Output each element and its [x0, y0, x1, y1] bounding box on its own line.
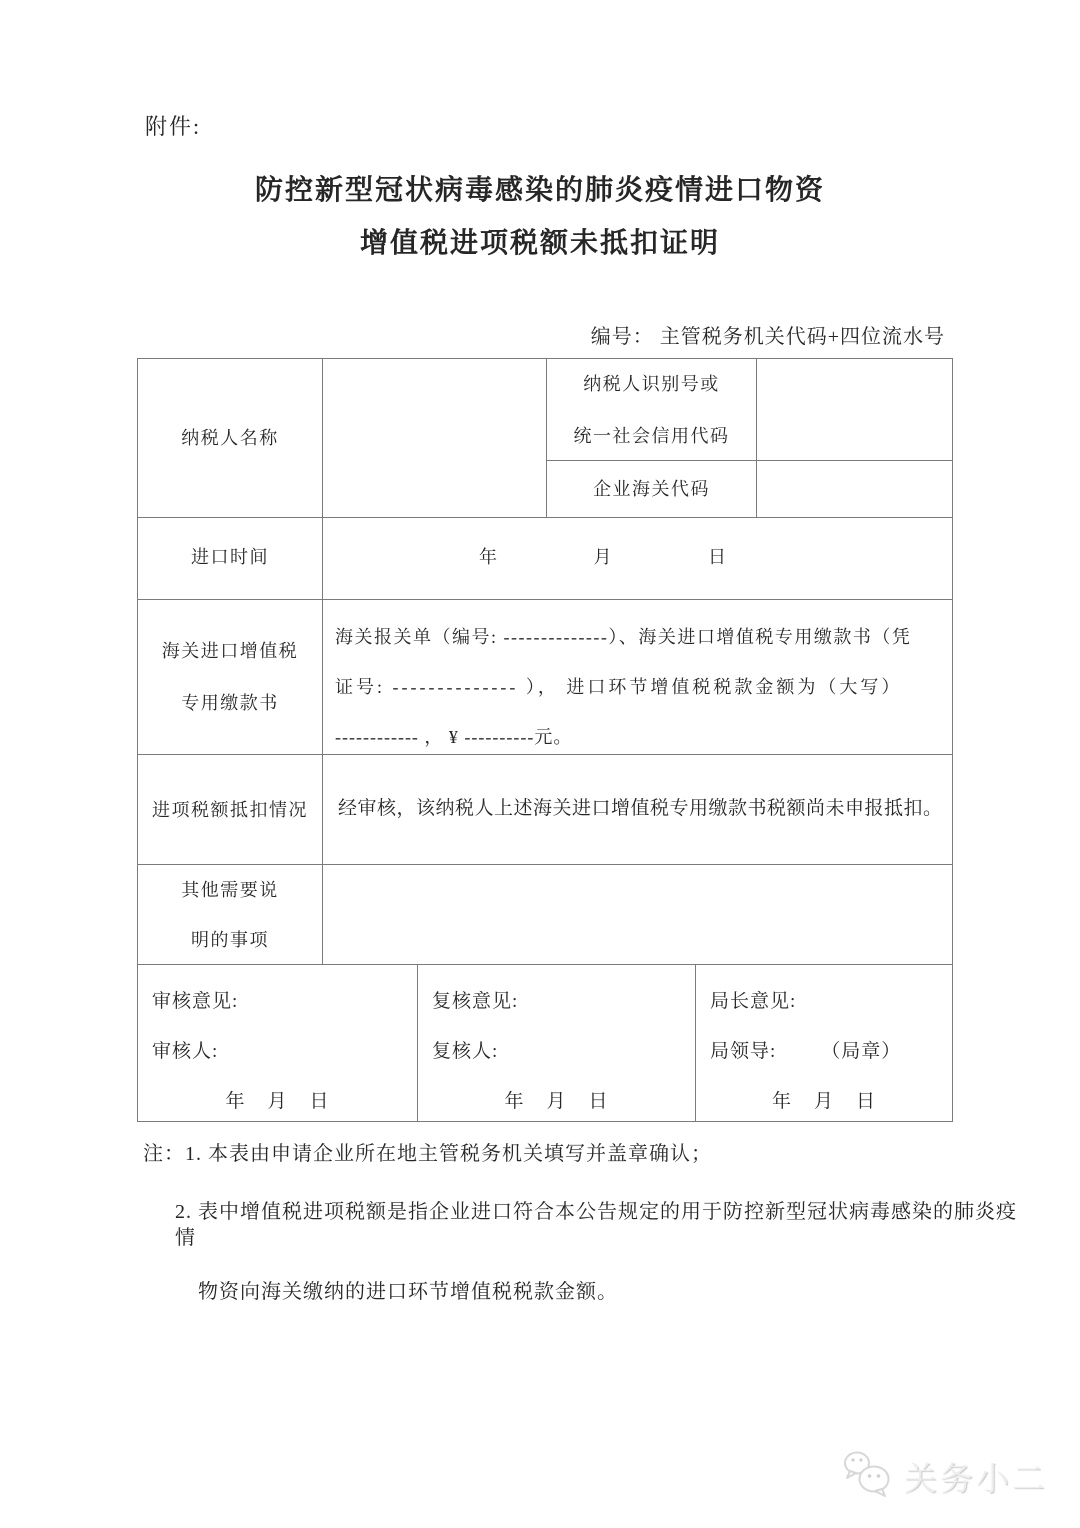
- form-title-line1: 防控新型冠状病毒感染的肺炎疫情进口物资: [254, 175, 825, 206]
- audit-date-line: 年 月 日: [225, 1091, 330, 1112]
- bureau-leader-line: [710, 1027, 952, 1077]
- note-line-3: 物资向海关缴纳的进口环节增值税税款金额。: [198, 1281, 618, 1303]
- attachment-label: 附件:: [145, 114, 202, 139]
- recheck-opinion-label: 复核意见:: [432, 991, 519, 1012]
- other-matters-value-cell: [323, 865, 952, 964]
- director-date-line: 年 月 日: [771, 1091, 877, 1112]
- other-matters-label: 其他需要说 明的事项: [138, 865, 323, 964]
- note-line-1: 注：1. 本表由申请企业所在地主管税务机关填写并盖章确认；: [143, 1143, 712, 1165]
- month-label: 月: [593, 547, 612, 567]
- recheck-date-line: 年 月 日: [504, 1091, 609, 1112]
- audit-opinion-label: 审核意见:: [152, 991, 239, 1012]
- taxpayer-name-value-cell: [323, 359, 547, 517]
- recheck-opinion-cell: [418, 965, 696, 1121]
- table-row-import-time: [138, 518, 952, 600]
- payment-doc-label: 海关进口增值税 专用缴款书: [138, 600, 323, 754]
- audit-opinion-cell: [138, 965, 418, 1121]
- day-label: 日: [708, 547, 726, 567]
- payment-doc-line1: 海关报关单（编号: --------------）、海关进口增值税专用缴款书（凭: [335, 627, 912, 647]
- auditor-label: 审核人:: [152, 1041, 219, 1062]
- rechecker-label: 复核人:: [432, 1041, 499, 1062]
- payment-doc-line3: ------------ ， ¥ ----------元。: [335, 727, 573, 747]
- form-title-line2: 增值税进项税额未抵扣证明: [359, 228, 720, 259]
- deduction-status-label: 进项税额抵扣情况: [138, 755, 323, 864]
- table-row-taxpayer: [138, 359, 952, 518]
- wechat-logo-icon: [842, 1449, 894, 1504]
- payment-doc-line2: 证号: -------------- ）， 进口环节增值税税款金额为（大写）: [335, 677, 903, 697]
- taxpayer-id-value-cell: [757, 359, 952, 460]
- bureau-seal-label: （局章）: [821, 1041, 902, 1062]
- watermark: [842, 1449, 1048, 1504]
- table-row-deduction: [138, 755, 952, 865]
- payment-doc-content: [323, 600, 952, 754]
- taxpayer-id-subgrid: [547, 359, 952, 517]
- taxpayer-name-label: 纳税人名称: [138, 359, 323, 517]
- form-table: [137, 358, 953, 1122]
- customs-code-value-cell: [757, 461, 952, 517]
- table-row-other-matters: [138, 865, 952, 965]
- bureau-leader-label: 局领导:: [710, 1041, 777, 1062]
- director-opinion-label: 局长意见:: [710, 991, 797, 1012]
- watermark-text: 关务小二: [904, 1460, 1048, 1497]
- deduction-status-value: 经审核，该纳税人上述海关进口增值税专用缴款书税额尚未申报抵扣。: [338, 798, 943, 819]
- table-row-payment-doc: [138, 600, 952, 755]
- director-opinion-cell: [696, 965, 952, 1121]
- year-label: 年: [479, 547, 497, 567]
- taxpayer-id-label: 纳税人识别号或 统一社会信用代码: [547, 359, 757, 460]
- notes-section: [137, 1141, 1027, 1305]
- serial-number-note: 编号： 主管税务机关代码+四位流水号: [590, 326, 945, 348]
- table-row-opinions: [138, 965, 952, 1121]
- note-line-2: 2. 表中增值税进项税额是指企业进口符合本公告规定的用于防控新型冠状病毒感染的肺炎疫情: [175, 1201, 1017, 1249]
- import-time-label: 进口时间: [138, 518, 323, 599]
- customs-code-label: 企业海关代码: [547, 461, 757, 517]
- import-time-value-cell: [323, 518, 952, 599]
